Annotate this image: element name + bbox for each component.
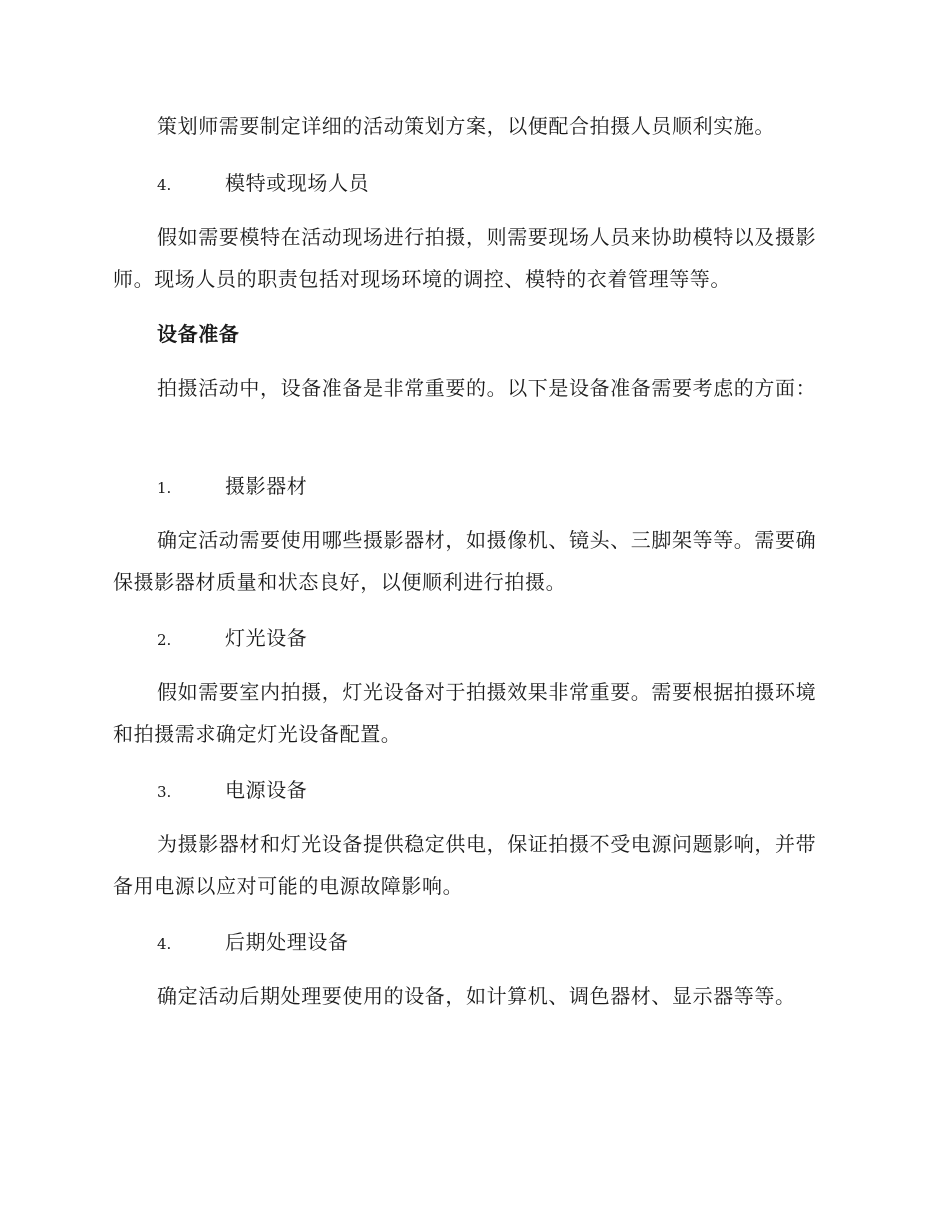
list-item-camera-gear bbox=[157, 471, 307, 503]
list-item-label: 模特或现场人员 bbox=[225, 171, 370, 195]
list-item-label: 灯光设备 bbox=[225, 626, 308, 650]
paragraph-equipment-intro: 拍摄活动中，设备准备是非常重要的。以下是设备准备需要考虑的方面： bbox=[157, 376, 817, 400]
list-item-lighting bbox=[157, 623, 307, 655]
section-heading-equipment: 设备准备 bbox=[157, 322, 240, 346]
list-item-number: 4. bbox=[157, 935, 172, 953]
paragraph-power: 为摄影器材和灯光设备提供稳定供电，保证拍摄不受电源问题影响，并带备用电源以应对可能的电源故障影响。 bbox=[113, 832, 817, 898]
list-item-number: 3. bbox=[157, 783, 172, 801]
list-item-label: 摄影器材 bbox=[225, 474, 308, 498]
list-item-power bbox=[157, 775, 307, 807]
list-item-number: 1. bbox=[157, 479, 172, 497]
list-item-model-staff bbox=[157, 168, 369, 200]
paragraph-post-processing: 确定活动后期处理要使用的设备，如计算机、调色器材、显示器等等。 bbox=[157, 984, 796, 1008]
paragraph-lighting: 假如需要室内拍摄，灯光设备对于拍摄效果非常重要。需要根据拍摄环境和拍摄需求确定灯光设备配置。 bbox=[113, 680, 817, 746]
paragraph-camera-gear: 确定活动需要使用哪些摄影器材，如摄像机、镜头、三脚架等等。需要确保摄影器材质量和状态良好，以便顺利进行拍摄。 bbox=[113, 528, 817, 594]
list-item-post-processing bbox=[157, 927, 349, 959]
list-item-number: 2. bbox=[157, 631, 172, 649]
paragraph-model-staff: 假如需要模特在活动现场进行拍摄，则需要现场人员来协助模特以及摄影师。现场人员的职责包括对现场环境的调控、模特的衣着管理等等。 bbox=[113, 225, 817, 291]
list-item-label: 电源设备 bbox=[225, 778, 308, 802]
list-item-number: 4. bbox=[157, 176, 172, 194]
paragraph-planner: 策划师需要制定详细的活动策划方案，以便配合拍摄人员顺利实施。 bbox=[157, 114, 775, 138]
list-item-label: 后期处理设备 bbox=[225, 930, 349, 954]
